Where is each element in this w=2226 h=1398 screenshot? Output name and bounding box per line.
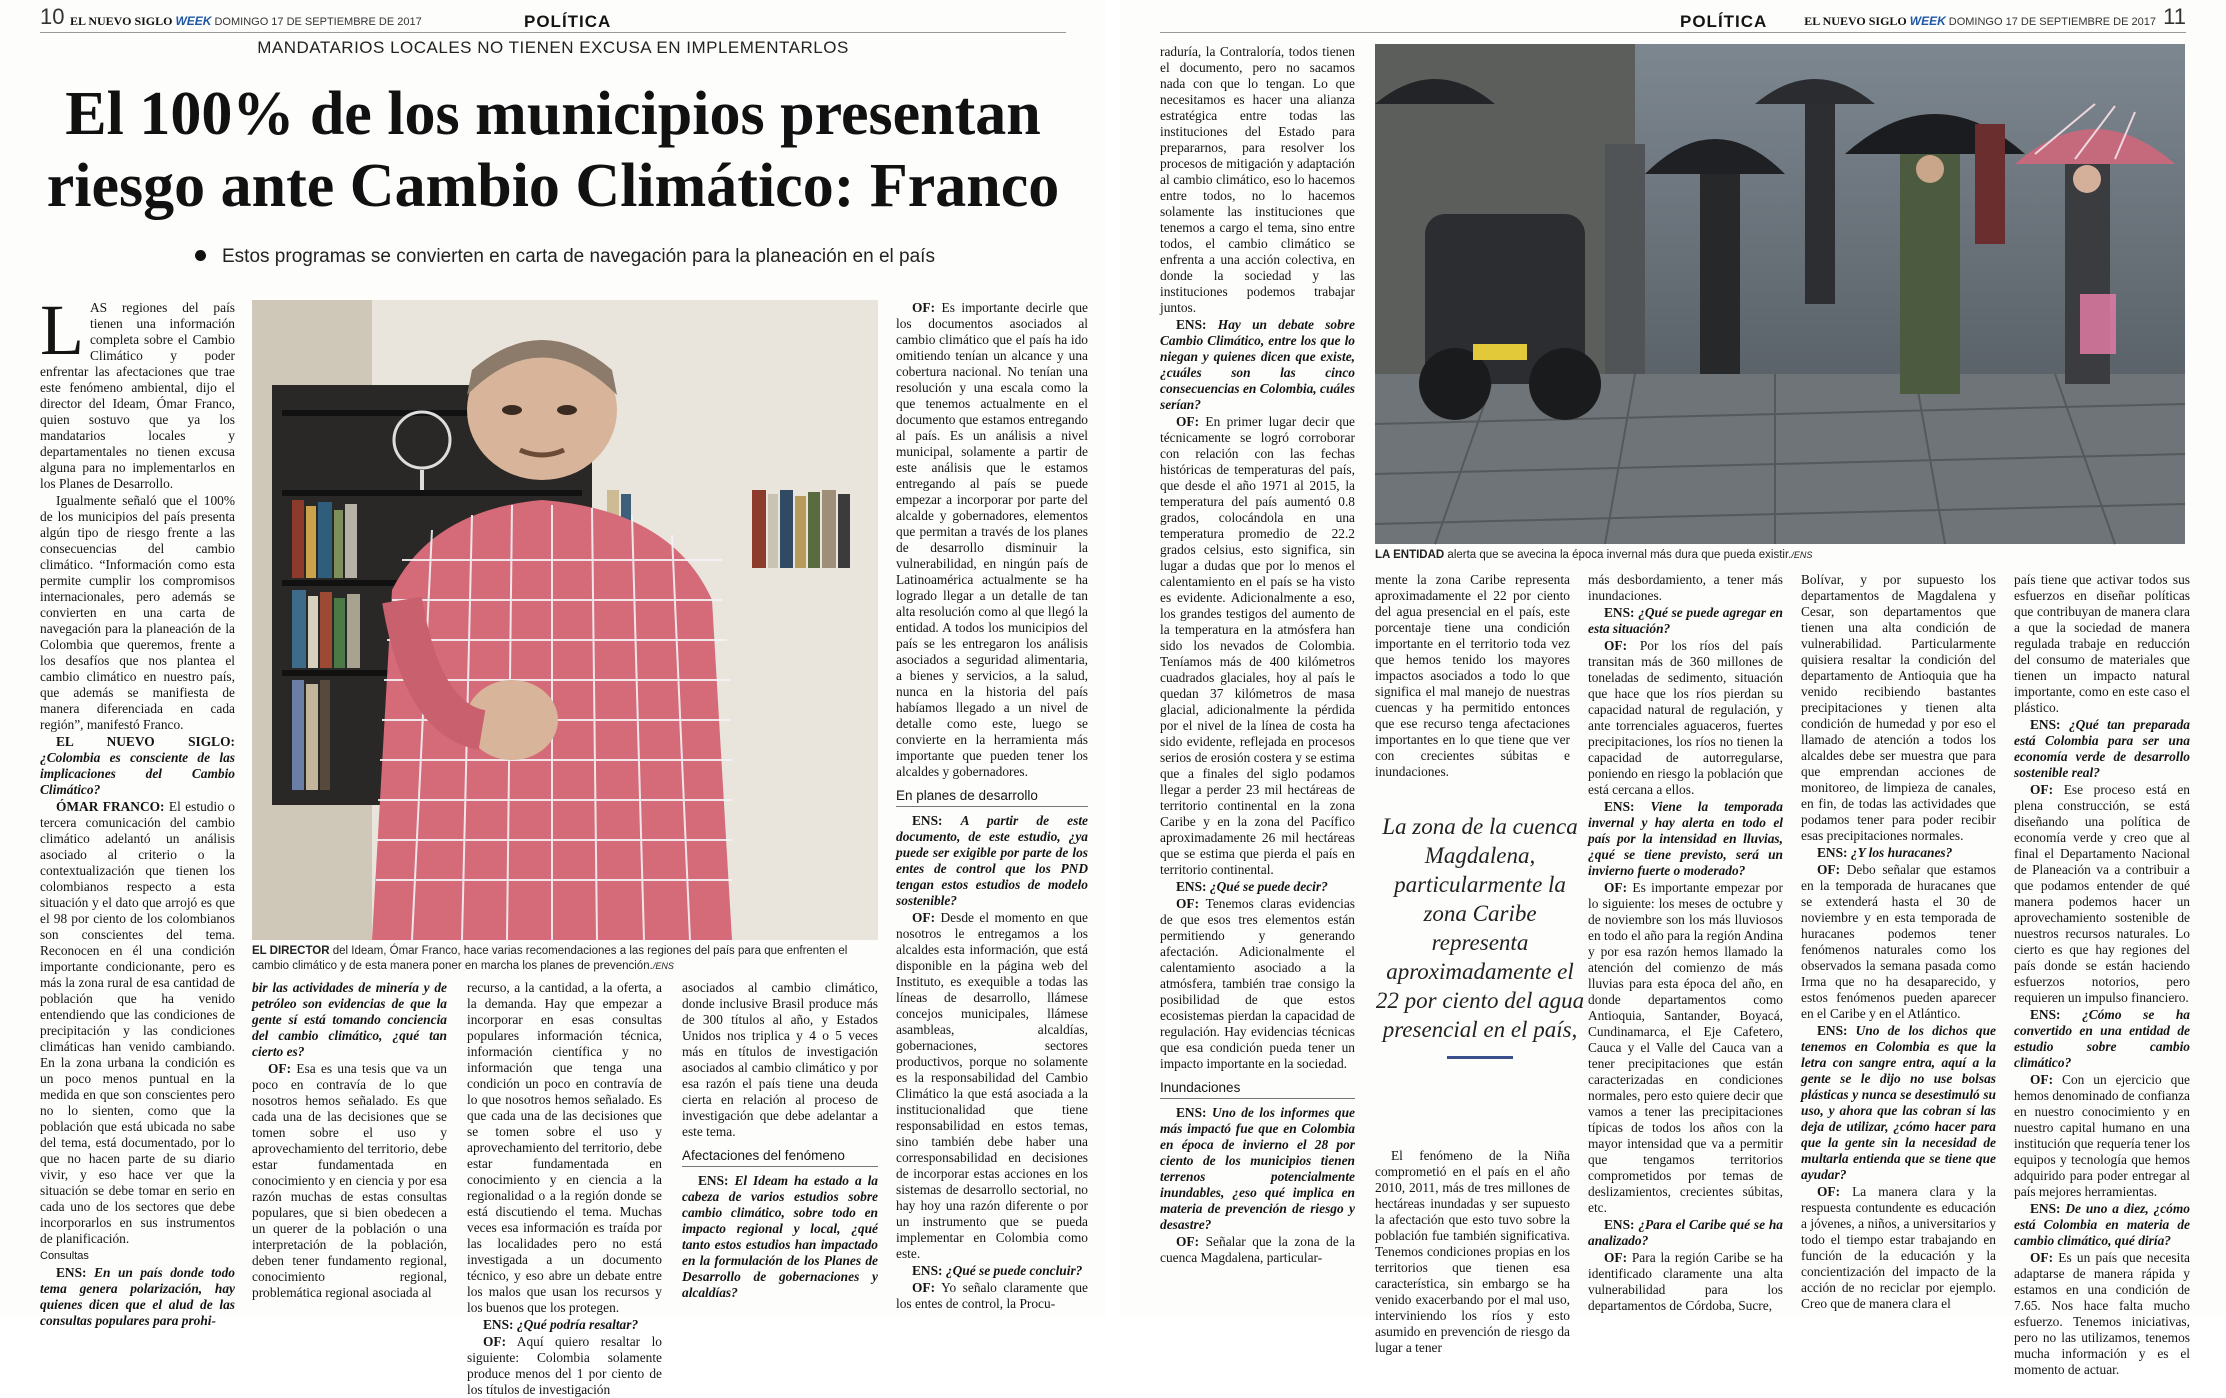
answer: [1588, 880, 1783, 1216]
question: [896, 813, 1088, 909]
answer-text: Con un ejercicio que hemos denominado de confianza en nuestro conocimiento y en nuestro capital humano en una institución que requería tener los equipos y tecnología que hemos adquirido para poder entregar al país mejores herramientas.: [2014, 1072, 2190, 1199]
answer: [896, 1280, 1088, 1312]
director-photo-illustration: [252, 300, 878, 940]
lead-text: AS regiones del país tienen una información completa sobre el Cambio Climático y poder enfrentar las afectaciones que trae este fenómeno ambiental, dijo el director del Ideam, Ómar Franco, quien sostuvo que ya los mandatarios locales y departamentales no tienen excusa alguna para no implementarlos en los Planes de Desarrollo.: [40, 300, 235, 491]
answer-text: Por los ríos del país transitan más de 360 millones de toneladas de sedimento, situación que hace que los ríos pierdan su capacidad natural de regulación, y ante torrenciales aguaceros, fuertes precipitaciones, los ríos no tienen la capacidad de autorregularse, poniendo en riesgo la población que está cercana a ellos.: [1588, 638, 1783, 797]
caption-label: LA ENTIDAD: [1375, 549, 1445, 561]
question: [1801, 1023, 1996, 1183]
answer-text: Desde el momento en que nosotros le entregamos a los alcaldes esta información, que está disponible en la página web del Instituto, es exequible a todas las líneas de desarrollo, llámese concejos municipales, llámese asambleas, alcaldías, gobernaciones, sectores productivos, porque no solamente es la responsabilidad del Cambio Climático la que está asociada a la institucionalidad que tiene responsabilidad en estos temas, sino también debe haber una corresponsabilidad en decisiones de incorporar estas acciones en los sistemas de desarrollo sectorial, no hay hoy una razón diferente o por un instrumento que se pueda implementar en Colombia como este.: [896, 910, 1088, 1261]
headline: [40, 78, 1066, 222]
answer-text: El estudio o tercera comunicación del cambio climático adelantó un análisis asociado al criterio o la contextualización que tienen los colombianos respecto a esta situación y el dato que arrojó es que el 98 por ciento de los colombianos son conscientes del tema. Reconocen en él una condición importante condicionante, pero es más la zona rural de esa cantidad de población que ha venido entendiendo que las condiciones de precipitación y las condiciones climáticas han venido cambiando. En la zona urbana la condición es un poco menos puntual en la medida en que son conscientes pero no lo sienten, como que la población que está ubicada no sabe del tema, está documentado, por lo que no hacen parte de su diario vivir, y eso hace ver que la situación se debe tomar en serio en cada uno de los sectores que debe incorporarlos en sus instrumentos de planificación.: [40, 799, 235, 1246]
question-label: ENS:: [1176, 317, 1207, 332]
paragraph: más desbordamiento, a tener más inundaciones.: [1588, 572, 1783, 603]
question-continued: bir las actividades de minería y de petróleo son evidencias de que la gente sí está tomando conciencia del cambio climático, ¿qué tan cierto es?: [252, 980, 447, 1059]
question-text: ¿Qué tan preparada está Colombia para ser una economía verde de desarrollo sostenible real?: [2014, 717, 2190, 780]
question-label: ENS:: [2030, 1201, 2061, 1216]
question-label: ENS:: [698, 1173, 729, 1188]
answer: [896, 300, 1088, 780]
answer-text: Aquí quiero resaltar lo siguiente: Colombia solamente produce menos del 1 por ciento de los títulos de investigación: [467, 1334, 662, 1397]
question: [2014, 1201, 2190, 1249]
question-label: ENS:: [1817, 845, 1848, 860]
answer-label: OF:: [1817, 862, 1841, 877]
right-page: [1120, 0, 2226, 1377]
answer-label: OF:: [268, 1061, 292, 1076]
paragraph: país tiene que activar todos sus esfuerzos en diseñar políticas que contribuyan de manera clara a que la sociedad de manera regulada trabaje en reducción del consumo de materiales que tienen un impacto natural importante, como en este caso el plástico.: [2014, 572, 2190, 715]
question: [1588, 1217, 1783, 1249]
question-label: ENS:: [1817, 1023, 1848, 1038]
subhead: [195, 246, 935, 268]
caption-text: del Ideam, Ómar Franco, hace varias recomendaciones a las regiones del país para que enfrenten el cambio climático y de esta manera poner en marcha los planes de prevención.: [252, 945, 848, 972]
caption-text: alerta que se avecina la época invernal más dura que pueda existir.: [1447, 549, 1792, 561]
director-photo-caption: [252, 944, 878, 974]
answer: [896, 910, 1088, 1262]
paragraph: mente la zona Caribe representa aproximadamente el 22 por ciento del agua presencial en el país, este porcentaje tiene una condición importante en el territorio toda vez que hemos tenido los mayores impactos asociados a todo lo que significa el mal manejo de nuestras cuencas y ha permitido entonces que ese recurso tenga afectaciones importantes en lo que tiene que ver con crecientes súbitas e inundaciones.: [1375, 572, 1570, 779]
answer: [1801, 862, 1996, 1022]
question-label: ENS:: [912, 813, 943, 828]
question: [1160, 1105, 1355, 1233]
answer: [1588, 1250, 1783, 1314]
masthead: [70, 14, 422, 29]
answer-label: OF:: [1176, 1234, 1200, 1249]
question-label: EL NUEVO SIGLO:: [56, 734, 235, 749]
answer: [40, 799, 235, 1247]
answer-label: OF:: [912, 300, 936, 315]
question-text: Uno de los informes que más impactó fue que en Colombia en época de invierno el 28 por ciento de los municipios tienen terrenos potencialmente inundables, ¿eso qué implica en materia de prevención de riesgo y desastre?: [1160, 1105, 1355, 1232]
question: [1160, 879, 1355, 895]
answer-text: Tenemos claras evidencias de que esos tres elementos están permitiendo y generando afectación. Adicionalmente el calentamiento asociado a la atmósfera, también trae consigo la posibilidad de que estos ecosistemas pierdan la capacidad de regulación. Hay evidencias técnicas que esa condición pueda tener un impacto importante en la sociedad.: [1160, 896, 1356, 1071]
subsection-heading: Inundaciones: [1160, 1080, 1355, 1099]
question-text: ¿Qué podría resaltar?: [516, 1317, 639, 1332]
question: [467, 1317, 662, 1333]
answer-label: OF:: [912, 1280, 936, 1295]
subsection-heading: Afectaciones del fenómeno: [682, 1148, 878, 1167]
question-label: ENS:: [912, 1263, 943, 1278]
question-label: ENS:: [56, 1265, 87, 1280]
question: [40, 734, 235, 798]
answer-text: Ese proceso está en plena construcción, se está diseñando una política de economía verde y creo que al final el Departamento Nacional de Planeación va a contribuir a que podamos entender de qué manera podemos hacer un aprovechamiento sostenible de nuestros recursos naturales. Lo cierto es que hay regiones del país donde se están haciendo esfuerzos notorios, pero requieren un impulso financiero.: [2014, 782, 2190, 1005]
question-text: ¿Para el Caribe qué se ha analizado?: [1588, 1217, 1783, 1248]
page-gutter: [1106, 0, 1120, 1316]
answer: [1160, 896, 1355, 1072]
question-text: El Ideam ha estado a la cabeza de varios estudios sobre cambio climático, sobre todo en impacto regional y local, ¿qué tanto estos estudios han impactado en la formulación de los Planes de Desarrollo de gobernaciones y alcaldías?: [682, 1173, 878, 1300]
answer-label: OF:: [1604, 880, 1628, 895]
drop-cap: L: [40, 290, 84, 370]
question-label: ENS:: [483, 1317, 514, 1332]
question: [1801, 845, 1996, 861]
article-column-c: [1588, 572, 1783, 1313]
answer-text: Debo señalar que estamos en la temporada de huracanes que se extenderá hasta el 30 de noviembre y en esta temporada de huracanes podemos tener fenómenos naturales como los observados la semana pasada como Irma que no ha desaparecido, y estos fenómenos pueden aparecer en el Caribe y en el Atlántico.: [1801, 862, 1996, 1021]
question-label: ENS:: [1176, 1105, 1207, 1120]
answer-text: Esa es una tesis que va un poco en contravía de lo que nosotros hemos señalado. Es que cada una de las decisiones que se tomen sobre el uso y aprovechamiento del territorio, debe estar fundamentada en conocimiento y en ciencia y por esa razón muchas de estas consultas populares, que si bien obedecen a un querer de la población o una interpretación de la población, deben tener fundamento regional, conocimiento regional, problemática regional asociada al: [252, 1061, 447, 1300]
answer-label: OF:: [2030, 1250, 2054, 1265]
answer-label: OF:: [483, 1334, 507, 1349]
article-column-a: [1160, 44, 1355, 1310]
pull-quote-text: La zona de la cuenca Magdalena, particularmente la zona Caribe representa aproximadamente el 22 por ciento del agua presencial en el país,: [1375, 814, 1585, 1042]
answer-text: Es importante decirle que los documentos asociados al cambio climático que el país ha ido omitiendo tenían un alcance y una cobertura nacional. No tenían una resolución y una escala como la que tenemos actualmente en el documento que estamos entregando al país. Es un análisis a nivel municipal, solamente a partir de este análisis que le estamos entregando al país se puede empezar a incorporar por parte del alcalde y gobernadores, elementos que permitan a través de los planes de desarrollo disminuir la vulnerabilidad, en ningún país de Latinoamérica actualmente se ha logrado llegar a un detalle de tan alta resolución como al que llegó la entidad. A todos los municipios del país se les entregaron los análisis asociados a seguridad alimentaria, a bienes y servicios, a la salud, nunca en la historia del país habíamos llegado a un nivel de detalle como este, luego se convierte en la herramienta más importante que pueden tener los alcaldes y gobernadores.: [896, 300, 1088, 779]
question: [1588, 605, 1783, 637]
answer: [1160, 414, 1355, 878]
question-text: De uno a diez, ¿cómo está Colombia en materia de cambio climático, qué diría?: [2014, 1201, 2190, 1248]
article-column-4: [682, 980, 878, 1310]
question-text: Uno de los dichos que tenemos en Colombia es que la letra con sangre entra, aquí a la gente se le dijo no use bolsas plásticas y nunca se desestimuló su uso, y ahora que las cobran sí las deja de utilizar, ¿cómo hacer para que la gente sin la necesidad de multarla entienda que se tiene que ayudar?: [1801, 1023, 1996, 1182]
director-photo: [252, 300, 878, 940]
answer: [1160, 1234, 1355, 1266]
answer: [2014, 1250, 2190, 1378]
answer-text: Yo señalo claramente que los entes de control, la Procu-: [896, 1280, 1088, 1311]
answer-label: OF:: [2030, 1072, 2054, 1087]
answer-text: La manera clara y la respuesta contundente es educación a jóvenes, a niños, a universitarios y todo el tiempo estar trabajando en función de la educación y la concientización del impacto de la acción de no reciclar por ejemplo. Creo que de manera clara el: [1801, 1184, 1996, 1311]
issue-date: DOMINGO 17 DE SEPTIEMBRE DE 2017: [214, 16, 422, 28]
rain-photo-illustration: [1375, 44, 2185, 544]
question-text: ¿Y los huracanes?: [1850, 845, 1953, 860]
answer-label: OF:: [912, 910, 936, 925]
article-column-b: [1375, 572, 1570, 808]
paragraph: El fenómeno de la Niña comprometió en el país en el año 2010, 2011, más de tres millones de hectáreas inundadas y ser supuesto la afectación que esto tuvo sobre la población fue también significativa. Tenemos condiciones propias en los territorios que tienen esa característica, sin embargo se ha venido exacerbando por el mal uso, interviniendo los ríos y esto asumido en prevención de riesgo da lugar a tener: [1375, 1148, 1570, 1355]
answer-label: OF:: [1817, 1184, 1841, 1199]
brand-week: WEEK: [1909, 14, 1946, 28]
kicker: MANDATARIOS LOCALES NO TIENEN EXCUSA EN IMPLEMENTARLOS: [257, 38, 849, 57]
left-page: [0, 0, 1106, 1397]
question-text: En un país donde todo tema genera polarización, hay quienes dicen que el alud de las consultas populares para prohi-: [40, 1265, 235, 1328]
page-number: 10: [40, 4, 65, 29]
pull-quote: [1375, 812, 1585, 1059]
article-column-1: [40, 290, 235, 1328]
photo-credit: /ENS: [1791, 550, 1813, 560]
question: [2014, 717, 2190, 781]
headline-line-2: riesgo ante Cambio Climático: Franco: [46, 152, 1060, 220]
question-label: ENS:: [1604, 799, 1635, 814]
answer: [1588, 638, 1783, 798]
answer-text: Para la región Caribe se ha identificado claramente una alta vulnerabilidad para los departamentos de Córdoba, Sucre,: [1588, 1250, 1783, 1313]
question-label: ENS:: [1604, 605, 1635, 620]
subsection-heading: En planes de desarrollo: [896, 788, 1088, 807]
question-text: ¿Colombia es consciente de las implicaciones del Cambio Climático?: [40, 750, 235, 797]
answer: [1801, 1184, 1996, 1312]
paper-name: EL NUEVO SIGLO: [1804, 14, 1907, 28]
question: [2014, 1007, 2190, 1071]
left-page-header: [40, 6, 1066, 33]
article-column-b-lower: [1375, 1148, 1570, 1355]
answer-text: Es un país que necesita adaptarse de manera rápida y estamos en una condición de 7.65. Nos hace falta mucho esfuerzo. Tenemos iniciativas, pero no las utilizamos, tenemos mucha información y es el momento de actuar.: [2014, 1250, 2190, 1377]
paper-name: EL NUEVO SIGLO: [70, 14, 173, 28]
bullet-icon: [195, 250, 206, 261]
question-label: ENS:: [2030, 1007, 2061, 1022]
subhead-text: Estos programas se convierten en carta de navegación para la planeación en el país: [222, 246, 935, 267]
answer-label: OF:: [2030, 782, 2054, 797]
article-column-d: [1801, 572, 1996, 1310]
question-text: ¿Cómo se ha convertido en una entidad de estudio sobre cambio climático?: [2014, 1007, 2190, 1070]
question: [1588, 799, 1783, 879]
article-column-3: [467, 980, 662, 1397]
answer-text: En primer lugar decir que técnicamente se logró corroborar con relación con las fechas históricas de temperaturas del país, que desde el año 1971 al 2015, la temperatura del país aumentó 0.8 grados, colocándola en una temperatura promedio de 22.2 grados celsius, esto significa, sin lugar a dudas que por lo menos el calentamiento en el país se ha visto es evidente. Adicionalmente a eso, los grandes testigos del aumento de la temperatura en la atmósfera han sido los nevados de Colombia. Teníamos más de 400 kilómetros cuadrados glaciales, hoy al país le quedan 37 kilómetros de masa glacial, adicionalmente la pérdida por el nivel de la línea de costa ha sido evidente, reflejada en procesos serios de erosión costera y se estima que a finales del siglo podamos llegar a perder 23 mil hectáreas de territorio continental en la zona Caribe y en la zona del Pacífico aproximadamente 26 mil hectáreas que se estima que pierda el país en territorio continental.: [1160, 414, 1355, 877]
question-text: ¿Qué se puede agregar en esta situación?: [1588, 605, 1783, 636]
question-text: ¿Qué se puede concluir?: [945, 1263, 1083, 1278]
rain-photo-caption: [1375, 548, 2185, 563]
answer-label: OF:: [1604, 638, 1628, 653]
page-number: 11: [2163, 4, 2186, 29]
article-column-2: [252, 980, 447, 1310]
paragraph: Igualmente señaló que el 100% de los municipios del país presenta algún tipo de riesgo frente a las consecuencias del cambio climático. “Información como esta permite cumplir los compromisos internacionales, pero además se convierten en una carta de navegación para la planeación de la Colombia que queremos, frente a los desafíos que nos plantea el cambio climático en nuestro país, que además se manifiesta de manera diferenciada en cada región”, manifestó Franco.: [40, 493, 235, 732]
section-label: POLÍTICA: [524, 12, 612, 31]
right-page-header: [1160, 6, 2186, 33]
masthead: [1804, 14, 2156, 29]
answer-label: ÓMAR FRANCO:: [56, 799, 165, 814]
question: [40, 1265, 235, 1329]
article-column-e: [2014, 572, 2190, 1377]
photo-credit: /ENS: [652, 961, 674, 971]
question-label: ENS:: [1604, 1217, 1635, 1232]
section-label: POLÍTICA: [1680, 12, 1768, 31]
answer: [2014, 1072, 2190, 1200]
answer: [2014, 782, 2190, 1006]
paragraph: raduría, la Contraloría, todos tienen el documento, pero no sacamos nada con que lo tengan. Lo que necesitamos es hacer una alianza estratégica entre todas las instituciones del Estado para prepararnos, para resolver los procesos de mitigación y adaptación al cambio climático, eso lo hacemos entre todos, no lo hacemos solamente las instituciones que tenemos a cargo el tema, sino entre todos, el cambio climático se enfrenta a una acción colectiva, en donde la sociedad y las instituciones podemos trabajar juntos.: [1160, 44, 1355, 315]
answer-text: Señalar que la zona de la cuenca Magdalena, particular-: [1160, 1234, 1356, 1265]
lead-paragraph: [40, 290, 235, 492]
question: [682, 1173, 878, 1301]
question-label: ENS:: [2030, 717, 2061, 732]
brand-week: WEEK: [175, 14, 212, 28]
question: [1160, 317, 1355, 413]
answer-text: Es importante empezar por lo siguiente: los meses de octubre y de noviembre son los más lluviosos en todo el año para la región Andina y por esa razón hemos llamado la atención del comienzo de más lluvias para esta época del año, en donde departamentos como Antioquia, Santander, Boyacá, Cundinamarca, el Eje Cafetero, Cauca y el Valle del Cauca van a tener precipitaciones que están caracterizadas en condiciones normales, pero esto quiere decir que vamos a tener las precipitaciones típicas de todos los años con la mayor intensidad que va a permitir que tengamos territorios comprometidos por temas de deslizamientos, crecientes súbitas, etc.: [1588, 880, 1783, 1215]
question-text: Hay un debate sobre Cambio Climático, entre los que lo niegan y quienes dicen que existe, ¿cuáles son las cinco consecuencias en Colombia, cuáles serían?: [1160, 317, 1355, 412]
question-text: A partir de este documento, de este estudio, ¿ya puede ser exigible por parte de los entes de control que los PND tengan estos estudios de modelo sostenible?: [896, 813, 1088, 908]
answer-label: OF:: [1176, 414, 1200, 429]
answer-label: OF:: [1176, 896, 1200, 911]
paragraph: asociados al cambio climático, donde inclusive Brasil produce más de 300 títulos al año, y Estados Unidos nos triplica y 4 o 5 veces más en títulos de investigación asociados al cambio climático y por esa razón el país tiene una deuda cierta en relación al proceso de investigación que debe adelantar a este tema.: [682, 980, 878, 1139]
question-label: ENS:: [1176, 879, 1207, 894]
subsection-label: Consultas: [40, 1250, 89, 1262]
caption-label: EL DIRECTOR: [252, 945, 330, 957]
question-text: ¿Qué se puede decir?: [1209, 879, 1328, 894]
pull-quote-rule: [1447, 1056, 1513, 1059]
issue-date: DOMINGO 17 DE SEPTIEMBRE DE 2017: [1948, 16, 2156, 28]
answer: [467, 1334, 662, 1398]
answer-label: OF:: [1604, 1250, 1628, 1265]
paragraph: Bolívar, y por supuesto los departamentos de Magdalena y Cesar, son departamentos que tienen una alta condición de vulnerabilidad. Particularmente quisiera resaltar la condición del departamento de Antioquia que ha venido recibiendo bastantes precipitaciones y tienen alta condición de humedad y por eso el llamado de atención a todos los alcaldes debe ser muestra que para que emprendan acciones de monitoreo, de limpieza de canales, en fin, de todas las actividades que podamos tener para poder recibir esas precipitaciones normales.: [1801, 572, 1996, 843]
question-text: Viene la temporada invernal y hay alerta en todo el país por la intensidad en lluvias, ¿qué se tiene previsto, será un invierno fuerte o moderado?: [1588, 799, 1783, 878]
question: [896, 1263, 1088, 1279]
headline-line-1: El 100% de los municipios presentan: [65, 80, 1041, 148]
rain-photo: [1375, 44, 2185, 544]
answer: [252, 1061, 447, 1301]
paragraph: recurso, a la cantidad, a la oferta, a la demanda. Hay que empezar a incorporar en esas consultas populares información técnica, información científica y no información que tenga una condición un poco en contravía de lo que nosotros hemos señalado. Es que cada una de las decisiones que se tomen sobre el uso y aprovechamiento del territorio, debe estar fundamentada en conocimiento y en ciencia a la regionalidad o a la región donde se está discutiendo el tema. Muchas veces esa información es traída por las localidades pero no está investigada a un documento técnico, y eso abre un debate entre los malos que usan los recursos y los buenos que los protegen.: [467, 980, 662, 1315]
article-column-5: [896, 300, 1088, 1310]
